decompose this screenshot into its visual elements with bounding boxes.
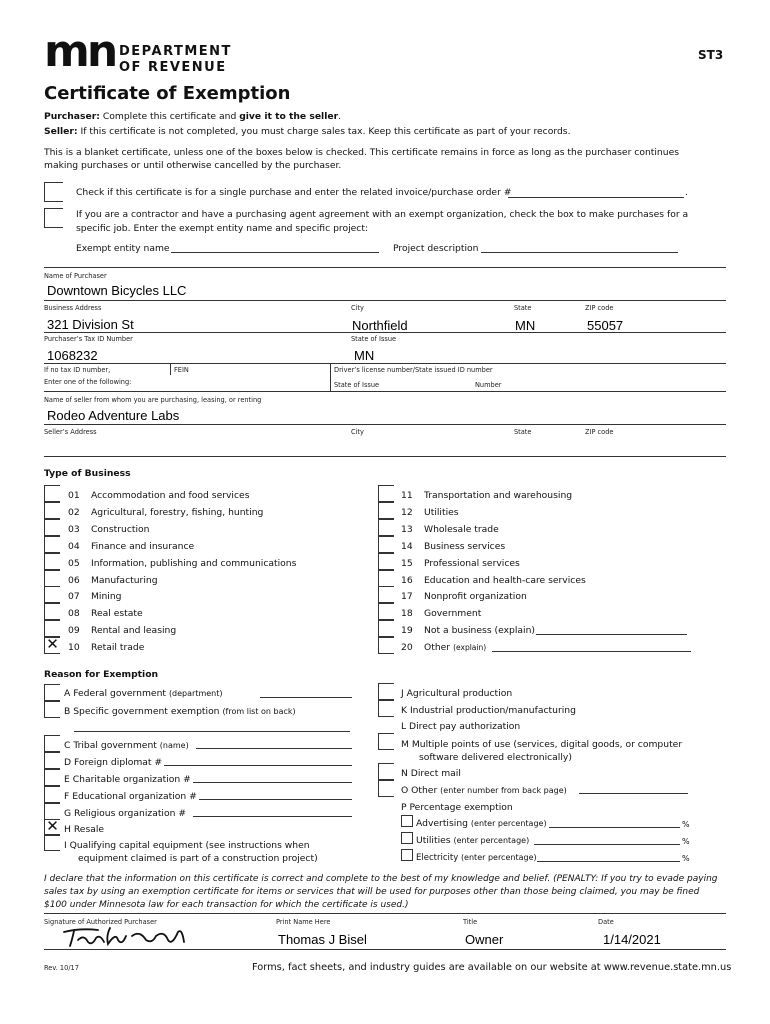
- reason-f-field[interactable]: [199, 799, 352, 800]
- divider: [44, 456, 726, 457]
- business-type-02-checkbox[interactable]: [44, 502, 60, 519]
- blanket-text-line1: This is a blanket certificate, unless one of the boxes below is checked. This certificate remains in force as long as the purchaser continues: [44, 147, 680, 158]
- business-type-20-explain-field[interactable]: [492, 651, 691, 652]
- business-type-label: Other (explain): [424, 642, 487, 653]
- project-description-label: Project description: [393, 243, 479, 254]
- divider: [44, 267, 726, 268]
- business-type-label: Rental and leasing: [91, 625, 177, 636]
- logo-line2: OF REVENUE: [119, 60, 227, 75]
- electricity-percent-sign: %: [682, 854, 690, 863]
- contractor-line1: If you are a contractor and have a purchasing agent agreement with an exempt organization, check the box to make purchases for a: [76, 209, 689, 220]
- business-type-label: Retail trade: [91, 642, 145, 653]
- footer-text: Forms, fact sheets, and industry guides are available on our website at www.revenue.state.mn.us: [252, 962, 732, 973]
- business-type-14-checkbox[interactable]: [378, 536, 394, 553]
- business-type-code: 07: [68, 591, 80, 602]
- electricity-percent-field[interactable]: [537, 861, 680, 862]
- divider: [330, 363, 331, 391]
- logo-mark: mn: [44, 26, 116, 77]
- purchaser-instruction: Purchaser: Complete this certificate and give it to the seller.: [44, 111, 342, 122]
- utilities-label: Utilities (enter percentage): [416, 835, 530, 846]
- signature-field[interactable]: [60, 922, 190, 950]
- state-field[interactable]: MN: [515, 318, 536, 333]
- project-description-field[interactable]: [481, 252, 678, 253]
- business-type-label: Professional services: [424, 558, 520, 569]
- business-address-label: Business Address: [44, 304, 102, 312]
- zip-label: ZIP code: [585, 304, 614, 312]
- advertising-label: Advertising (enter percentage): [416, 818, 547, 829]
- exempt-entity-label: Exempt entity name: [76, 243, 170, 254]
- reason-m-label-line2: software delivered electronically): [419, 752, 572, 763]
- reason-n-label: N Direct mail: [401, 768, 461, 779]
- business-type-05-checkbox[interactable]: [44, 553, 60, 570]
- business-type-label: Business services: [424, 541, 506, 552]
- no-tax-id-label: If no tax ID number,: [44, 366, 111, 374]
- reason-c-label: C Tribal government (name): [64, 740, 189, 751]
- business-type-code: 11: [401, 490, 413, 501]
- business-type-code: 19: [401, 625, 413, 636]
- electricity-checkbox[interactable]: [401, 849, 413, 861]
- reason-m-checkbox[interactable]: [378, 733, 394, 750]
- business-type-code: 15: [401, 558, 413, 569]
- business-type-19-explain-field[interactable]: [536, 634, 687, 635]
- business-type-07-checkbox[interactable]: [44, 586, 60, 603]
- exempt-entity-field[interactable]: [171, 252, 379, 253]
- business-type-label: Nonprofit organization: [424, 591, 527, 602]
- reason-b-label: B Specific government exemption (from list on back): [64, 706, 296, 717]
- dl-state-label: State of Issue: [334, 381, 380, 389]
- title-field[interactable]: Owner: [465, 932, 504, 947]
- reason-a-label: A Federal government (department): [64, 688, 223, 699]
- business-type-label: Agricultural, forestry, fishing, hunting: [91, 507, 264, 518]
- business-type-15-checkbox[interactable]: [378, 553, 394, 570]
- tax-id-field[interactable]: 1068232: [47, 348, 98, 363]
- signature-label: Signature of Authorized Purchaser: [44, 918, 157, 926]
- business-type-16-checkbox[interactable]: [378, 570, 394, 587]
- reason-o-checkbox[interactable]: [378, 780, 394, 797]
- reason-j-checkbox[interactable]: [378, 683, 394, 700]
- advertising-checkbox[interactable]: [401, 815, 413, 827]
- city-label: City: [351, 304, 364, 312]
- seller-city-label: City: [351, 428, 364, 436]
- reason-f-checkbox[interactable]: [44, 786, 60, 803]
- single-purchase-label: Check if this certificate is for a single purchase and enter the related invoice/purchase order #: [76, 187, 512, 198]
- state-of-issue-label: State of Issue: [351, 335, 397, 343]
- checked-x-icon: ✕: [46, 635, 59, 653]
- tax-id-label: Purchaser’s Tax ID Number: [44, 335, 133, 343]
- business-type-code: 08: [68, 608, 80, 619]
- business-type-label: Manufacturing: [91, 575, 158, 586]
- business-type-18-checkbox[interactable]: [378, 603, 394, 620]
- business-type-code: 12: [401, 507, 413, 518]
- purchaser-name-field[interactable]: Downtown Bicycles LLC: [47, 283, 187, 298]
- utilities-percent-field[interactable]: [534, 844, 680, 845]
- business-type-code: 02: [68, 507, 80, 518]
- business-type-label: Wholesale trade: [424, 524, 499, 535]
- business-type-13-checkbox[interactable]: [378, 519, 394, 536]
- declaration-line3: $100 under Minnesota law for each transaction for which the certificate is used.): [44, 900, 409, 910]
- reason-d-checkbox[interactable]: [44, 752, 60, 769]
- reason-f-label: F Educational organization #: [64, 791, 197, 802]
- drivers-license-label: Driver’s license number/State issued ID number: [334, 366, 493, 374]
- print-name-label: Print Name Here: [276, 918, 331, 926]
- reason-n-checkbox[interactable]: [378, 763, 394, 780]
- business-type-code: 14: [401, 541, 413, 552]
- business-type-20-checkbox[interactable]: [378, 637, 394, 654]
- declaration-line1: I declare that the information on this certificate is correct and complete to the best of my knowledge and belief. (PENALTY: If you try to evade paying: [44, 874, 718, 884]
- business-type-code: 10: [68, 642, 80, 653]
- reason-o-label: O Other (enter number from back page): [401, 785, 567, 796]
- logo-line1: DEPARTMENT: [119, 44, 232, 59]
- divider: [44, 424, 726, 425]
- divider: [44, 300, 726, 301]
- date-label: Date: [598, 918, 614, 926]
- business-type-04-checkbox[interactable]: [44, 536, 60, 553]
- fein-label: FEIN: [174, 366, 189, 374]
- business-type-label: Utilities: [424, 507, 459, 518]
- divider: [44, 363, 726, 364]
- business-type-10-checkbox[interactable]: [44, 637, 60, 654]
- seller-name-label: Name of seller from whom you are purchasing, leasing, or renting: [44, 396, 262, 404]
- business-type-label: Information, publishing and communications: [91, 558, 297, 569]
- reason-j-label: J Agricultural production: [401, 688, 513, 699]
- seller-instruction: Seller: If this certificate is not completed, you must charge sales tax. Keep this certificate as part of your records.: [44, 126, 571, 137]
- business-type-heading: Type of Business: [44, 468, 131, 479]
- print-name-field[interactable]: Thomas J Bisel: [278, 932, 367, 947]
- business-type-code: 18: [401, 608, 413, 619]
- reason-e-checkbox[interactable]: [44, 769, 60, 786]
- business-type-label: Finance and insurance: [91, 541, 195, 552]
- reason-k-checkbox[interactable]: [378, 700, 394, 717]
- reason-g-label: G Religious organization #: [64, 808, 187, 819]
- business-type-03-checkbox[interactable]: [44, 519, 60, 536]
- seller-state-label: State: [514, 428, 532, 436]
- city-field[interactable]: Northfield: [352, 318, 408, 333]
- business-type-code: 01: [68, 490, 80, 501]
- business-type-label: Accommodation and food services: [91, 490, 250, 501]
- contractor-checkbox[interactable]: [44, 208, 63, 228]
- checked-x-icon: ✕: [46, 817, 59, 835]
- page-title: Certificate of Exemption: [44, 83, 291, 104]
- reason-m-label-line1: M Multiple points of use (services, digital goods, or computer: [401, 739, 683, 750]
- business-type-code: 03: [68, 524, 80, 535]
- reason-k-label: K Industrial production/manufacturing: [401, 705, 576, 716]
- business-address-field[interactable]: 321 Division St: [47, 317, 134, 332]
- reason-a-field[interactable]: [260, 697, 352, 698]
- reason-d-field[interactable]: [164, 765, 352, 766]
- revision-label: Rev. 10/17: [44, 964, 79, 972]
- utilities-percent-sign: %: [682, 837, 690, 846]
- divider: [44, 913, 726, 914]
- date-field[interactable]: 1/14/2021: [603, 932, 661, 947]
- invoice-period: .: [685, 187, 688, 198]
- declaration-line2: sales tax by using an exemption certificate for items or services that will be used for purposes other than those being claimed, you may be fined: [44, 887, 700, 897]
- reason-i-label-line2: equipment claimed is part of a construction project): [78, 853, 318, 864]
- reason-p-label: P Percentage exemption: [401, 802, 513, 813]
- dl-number-label: Number: [475, 381, 502, 389]
- divider: [170, 363, 171, 375]
- state-of-issue-field[interactable]: MN: [354, 348, 375, 363]
- divider: [44, 391, 726, 392]
- business-type-label: Education and health-care services: [424, 575, 586, 586]
- title-label: Title: [463, 918, 478, 926]
- reason-l-label: L Direct pay authorization: [401, 721, 521, 732]
- reason-d-label: D Foreign diplomat #: [64, 757, 163, 768]
- divider: [44, 332, 726, 333]
- invoice-number-field[interactable]: [508, 197, 684, 198]
- business-type-label: Construction: [91, 524, 150, 535]
- reason-g-field[interactable]: [193, 816, 352, 817]
- business-type-08-checkbox[interactable]: [44, 603, 60, 620]
- reason-h-label: H Resale: [64, 824, 105, 835]
- reason-b-field[interactable]: [74, 731, 350, 732]
- reason-e-label: E Charitable organization #: [64, 774, 191, 785]
- reason-c-checkbox[interactable]: [44, 735, 60, 752]
- business-type-01-checkbox[interactable]: [44, 485, 60, 502]
- state-label: State: [514, 304, 532, 312]
- business-type-label: Not a business (explain): [424, 625, 536, 636]
- contractor-line2: specific job. Enter the exempt entity name and specific project:: [76, 223, 369, 234]
- business-type-label: Government: [424, 608, 482, 619]
- reason-c-field[interactable]: [196, 748, 352, 749]
- reason-a-checkbox[interactable]: [44, 684, 60, 701]
- seller-zip-label: ZIP code: [585, 428, 614, 436]
- business-type-code: 16: [401, 575, 413, 586]
- seller-address-label: Seller’s Address: [44, 428, 97, 436]
- enter-one-label: Enter one of the following:: [44, 378, 132, 386]
- purchaser-name-label: Name of Purchaser: [44, 272, 107, 280]
- advertising-percent-sign: %: [682, 820, 690, 829]
- business-type-label: Mining: [91, 591, 122, 602]
- handwritten-signature: [60, 922, 190, 950]
- business-type-code: 13: [401, 524, 413, 535]
- business-type-code: 04: [68, 541, 80, 552]
- business-type-code: 17: [401, 591, 413, 602]
- reason-heading: Reason for Exemption: [44, 669, 159, 680]
- electricity-label: Electricity (enter percentage): [416, 853, 537, 863]
- business-type-17-checkbox[interactable]: [378, 586, 394, 603]
- advertising-percent-field[interactable]: [549, 827, 680, 828]
- business-type-11-checkbox[interactable]: [378, 485, 394, 502]
- department-logo: [44, 26, 244, 78]
- divider: [44, 949, 726, 950]
- business-type-code: 05: [68, 558, 80, 569]
- business-type-label: Transportation and warehousing: [424, 490, 573, 501]
- business-type-label: Real estate: [91, 608, 143, 619]
- utilities-checkbox[interactable]: [401, 832, 413, 844]
- seller-name-field[interactable]: Rodeo Adventure Labs: [47, 408, 180, 423]
- reason-e-field[interactable]: [193, 782, 352, 783]
- reason-o-field[interactable]: [579, 793, 688, 794]
- single-purchase-checkbox[interactable]: [44, 182, 63, 202]
- form-id: ST3: [698, 48, 724, 62]
- business-type-code: 09: [68, 625, 80, 636]
- business-type-19-checkbox[interactable]: [378, 620, 394, 637]
- reason-i-label-line1: I Qualifying capital equipment (see instructions when: [64, 840, 310, 851]
- blanket-text-line2: making purchases or until otherwise cancelled by the purchaser.: [44, 160, 342, 171]
- zip-field[interactable]: 55057: [587, 318, 624, 333]
- business-type-12-checkbox[interactable]: [378, 502, 394, 519]
- reason-i-checkbox[interactable]: [44, 834, 60, 851]
- business-type-06-checkbox[interactable]: [44, 570, 60, 587]
- business-type-code: 20: [401, 642, 413, 653]
- business-type-code: 06: [68, 575, 80, 586]
- reason-b-checkbox[interactable]: [44, 701, 60, 718]
